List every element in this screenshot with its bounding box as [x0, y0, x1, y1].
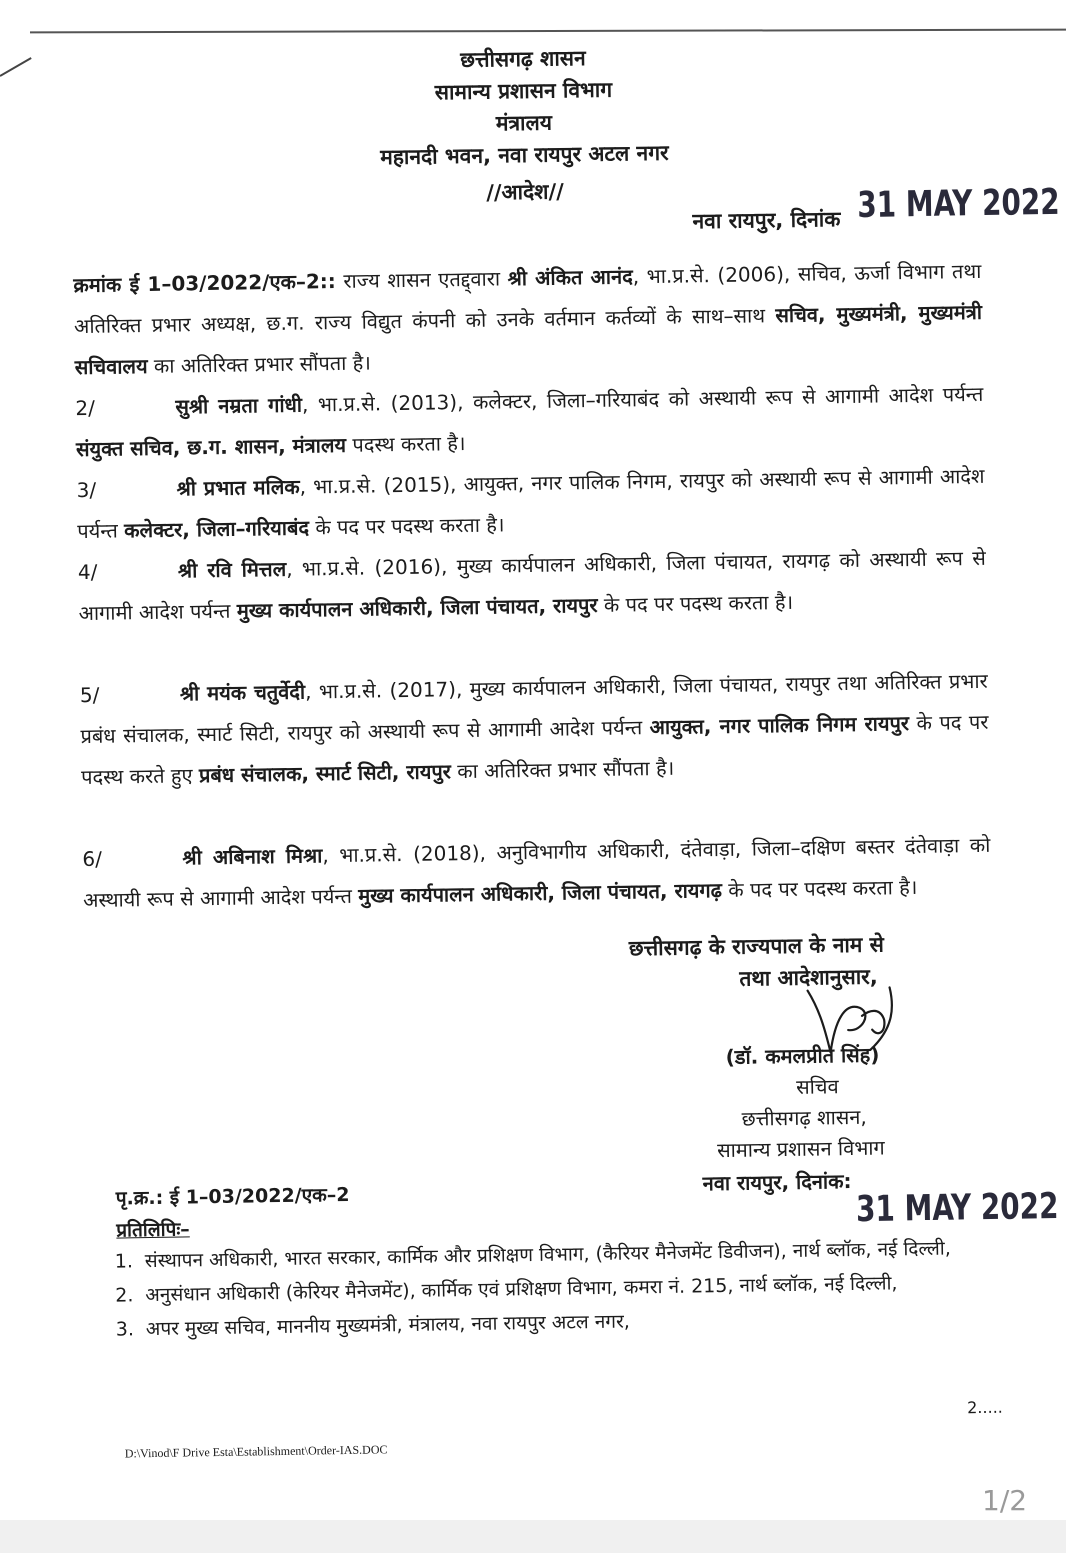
viewer-bottom-bar — [0, 1520, 1066, 1553]
order-paragraph-2: 2/ सुश्री नम्रता गांधी, भा.प्र.से. (2013), कलेक्टर, जिला–गरियाबंद को अस्थायी रूप से आगामी आदेश पर्यन्त संयुक्त सचिव, छ.ग. शासन, मंत्रालय पदस्थ करता है। — [75, 381, 984, 462]
additional-charge: प्रबंध संचालक, स्मार्ट सिटी, रायपुर — [198, 759, 452, 788]
officer-name: श्री अंकित आनंद — [507, 264, 633, 291]
list-item: 2. अनुसंधान अधिकारी (केरियर मैनेजमेंट), कार्मिक एवं प्रशिक्षण विभाग, कमरा नं. 215, नार्थ ब्लॉक, नई दिल्ली, — [115, 1272, 898, 1307]
signatory-designation: सचिव — [795, 1074, 839, 1099]
order-number: क्रमांक ई 1–03/2022/एक–2:: — [73, 269, 336, 298]
governor-order-line-1: छत्तीसगढ़ के राज्यपाल के नाम से — [628, 932, 885, 961]
page-indicator: 1/2 — [982, 1484, 1028, 1517]
order-place-date-label: नवा रायपुर, दिनांक — [692, 207, 841, 234]
officer-name: श्री रवि मित्तल — [177, 556, 287, 583]
posting: कलेक्टर, जिला–गरियाबंद — [123, 515, 310, 543]
list-item: 1. संस्थापन अधिकारी, भारत सरकार, कार्मिक और प्रशिक्षण विभाग, (कैरियर मैनेजमेंट डिवीजन), नार्थ ब्लॉक, नई दिल्ली, — [114, 1237, 951, 1273]
officer-name: श्री मयंक चतुर्वेदी — [179, 679, 306, 706]
paragraph-number: 5/ — [79, 682, 100, 708]
officer-name: सुश्री नम्रता गांधी — [175, 392, 303, 419]
order-paragraph-5: 5/ श्री मयंक चतुर्वेदी, भा.प्र.से. (2017), मुख्य कार्यपालन अधिकारी, जिला पंचायत, रायपुर तथा अतिरिक्त प्रभार प्रबंध संचालक, स्मार्ट सिटी, रायपुर को अस्थायी रूप से आगामी आदेश पर्यन्त आयुक्त, नगर पालिक निगम रायपुर के पद पर पदस्थ करते हुए प्रबंध संचालक, स्मार्ट सिटी, रायपुर का अतिरिक्त प्रभार सौंपता है। — [79, 668, 989, 790]
governor-order-line-2: तथा आदेशानुसार, — [739, 964, 878, 991]
posting: मुख्य कार्यपालन अधिकारी, जिला पंचायत, रायगढ़ — [358, 878, 723, 908]
order-title: //आदेश// — [486, 179, 564, 205]
order-paragraph-4: 4/ श्री रवि मित्तल, भा.प्र.से. (2016), मुख्य कार्यपालन अधिकारी, जिला पंचायत, रायगढ़ को अस्थायी रूप से आगामी आदेश पर्यन्त मुख्य कार्यपालन अधिकारी, जिला पंचायत, रायपुर के पद पर पदस्थ करता है। — [77, 545, 986, 626]
signatory-name: (डॉ. कमलप्रीत सिंह) — [725, 1042, 880, 1069]
officer-name: श्री अबिनाश मिश्रा — [182, 843, 323, 870]
paragraph-number: 6/ — [82, 846, 103, 872]
officer-name: श्री प्रभात मलिक — [176, 474, 300, 501]
copy-heading: प्रतिलिपिः– — [116, 1218, 190, 1242]
order-paragraph-6: 6/ श्री अबिनाश मिश्रा, भा.प्र.से. (2018), अनुविभागीय अधिकारी, दंतेवाड़ा, जिला–दक्षिण बस्तर दंतेवाड़ा को अस्थायी रूप से आगामी आदेश पर्यन्त मुख्य कार्यपालन अधिकारी, जिला पंचायत, रायगढ़ के पद पर पदस्थ करता है। — [82, 832, 991, 913]
posting: सचिव, मुख्यमंत्री, मुख्यमंत्री सचिवालय — [74, 299, 983, 380]
file-path: D:\Vinod\F Drive Esta\Establishment\Order-IAS.DOC — [124, 1442, 388, 1461]
signatory-org-2: सामान्य प्रशासन विभाग — [716, 1135, 885, 1163]
posting: मुख्य कार्यपालन अधिकारी, जिला पंचायत, रायपुर — [236, 592, 598, 623]
continued-marker: 2..... — [967, 1397, 1003, 1418]
posting: आयुक्त, नगर पालिक निगम रायपुर — [649, 711, 910, 740]
header-ministry: मंत्रालय — [495, 110, 553, 136]
list-item: 3. अपर मुख्य सचिव, माननीय मुख्यमंत्री, मंत्रालय, नवा रायपुर अटल नगर, — [115, 1310, 630, 1341]
endorsement-place-date: नवा रायपुर, दिनांक: — [702, 1169, 852, 1196]
date-stamp: 31 MAY 2022 — [856, 181, 1060, 227]
paragraph-number: 3/ — [76, 477, 97, 503]
endorsement-ref: पृ.क्र.: ई 1–03/2022/एक–2 — [115, 1183, 350, 1210]
signatory-org-1: छत्तीसगढ़ शासन, — [741, 1104, 867, 1131]
posting: संयुक्त सचिव, छ.ग. शासन, मंत्रालय — [75, 432, 347, 462]
order-paragraph-3: 3/ श्री प्रभात मलिक, भा.प्र.से. (2015), आयुक्त, नगर पालिक निगम, रायपुर को अस्थायी रूप से आगामी आदेश पर्यन्त कलेक्टर, जिला–गरियाबंद के पद पर पदस्थ करता है। — [76, 463, 985, 544]
header-department: सामान्य प्रशासन विभाग — [434, 77, 613, 105]
header-address: महानदी भवन, नवा रायपुर अटल नगर — [380, 140, 669, 170]
header-government: छत्तीसगढ़ शासन — [460, 46, 586, 73]
paragraph-number: 2/ — [75, 395, 96, 421]
endorsement-date-stamp: 31 MAY 2022 — [855, 1185, 1059, 1231]
paragraph-number: 4/ — [77, 559, 98, 585]
order-paragraph-1: क्रमांक ई 1–03/2022/एक–2:: राज्य शासन एतद्द्वारा श्री अंकित आनंद, भा.प्र.से. (2006), सचिव, ऊर्जा विभाग तथा अतिरिक्त प्रभार अध्यक्ष, छ.ग. राज्य विद्युत कंपनी को उनके वर्तमान कर्तव्यों के साथ–साथ सचिव, मुख्यमंत्री, मुख्यमंत्री सचिवालय का अतिरिक्त प्रभार सौंपता है। — [73, 258, 983, 380]
copy-list — [115, 1232, 1016, 1348]
